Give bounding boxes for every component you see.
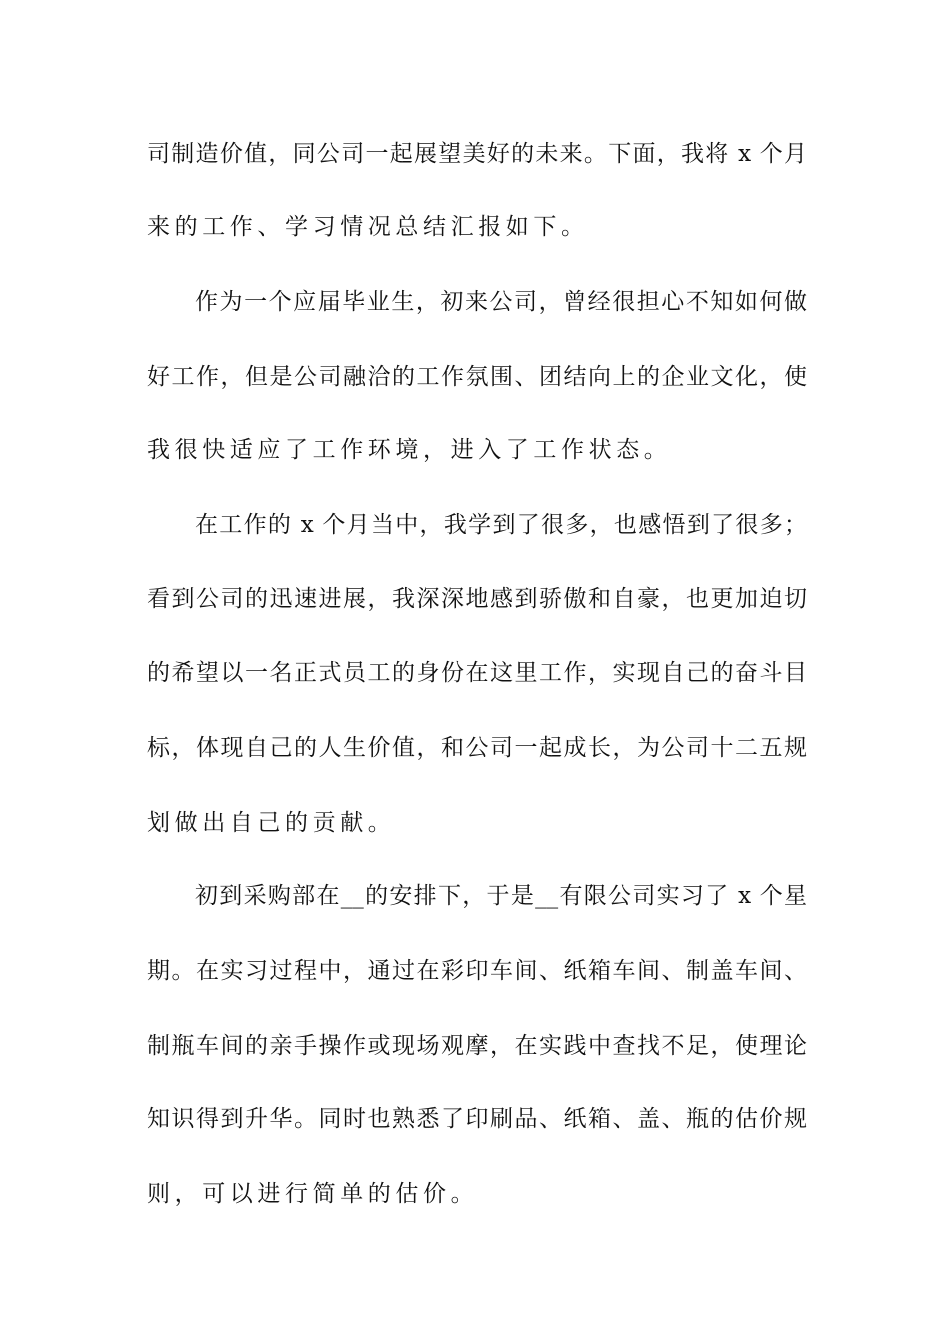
paragraph-4-line-2: 期。在实习过程中，通过在彩印车间、纸箱车间、制盖车间、: [147, 958, 807, 984]
paragraph-3-line-1: 在工作的 x 个月当中，我学到了很多，也感悟到了很多；: [195, 512, 807, 538]
paragraph-4-line-4: 知识得到升华。同时也熟悉了印刷品、纸箱、盖、瓶的估价规: [147, 1106, 807, 1132]
paragraph-3-line-5: 划做出自己的贡献。: [147, 810, 396, 836]
paragraph-3-line-3: 的希望以一名正式员工的身份在这里工作，实现自己的奋斗目: [147, 660, 807, 686]
paragraph-2-line-3: 我很快适应了工作环境，进入了工作状态。: [147, 437, 672, 463]
paragraph-4-line-1: 初到采购部在__的安排下，于是__有限公司实习了 x 个星: [195, 883, 807, 909]
paragraph-3-line-2: 看到公司的迅速进展，我深深地感到骄傲和自豪，也更加迫切: [147, 586, 807, 612]
paragraph-3-line-4: 标，体现自己的人生价值，和公司一起成长，为公司十二五规: [147, 735, 807, 761]
paragraph-4-line-3: 制瓶车间的亲手操作或现场观摩，在实践中查找不足，使理论: [147, 1033, 807, 1059]
paragraph-2-line-1: 作为一个应届毕业生，初来公司，曾经很担心不知如何做: [195, 289, 807, 315]
paragraph-1-line-2: 来的工作、学习情况总结汇报如下。: [147, 214, 589, 240]
paragraph-2-line-2: 好工作，但是公司融洽的工作氛围、团结向上的企业文化，使: [147, 364, 807, 390]
paragraph-1-line-1: 司制造价值，同公司一起展望美好的未来。下面，我将 x 个月: [147, 141, 807, 167]
paragraph-4-line-5: 则，可以进行简单的估价。: [147, 1181, 479, 1207]
